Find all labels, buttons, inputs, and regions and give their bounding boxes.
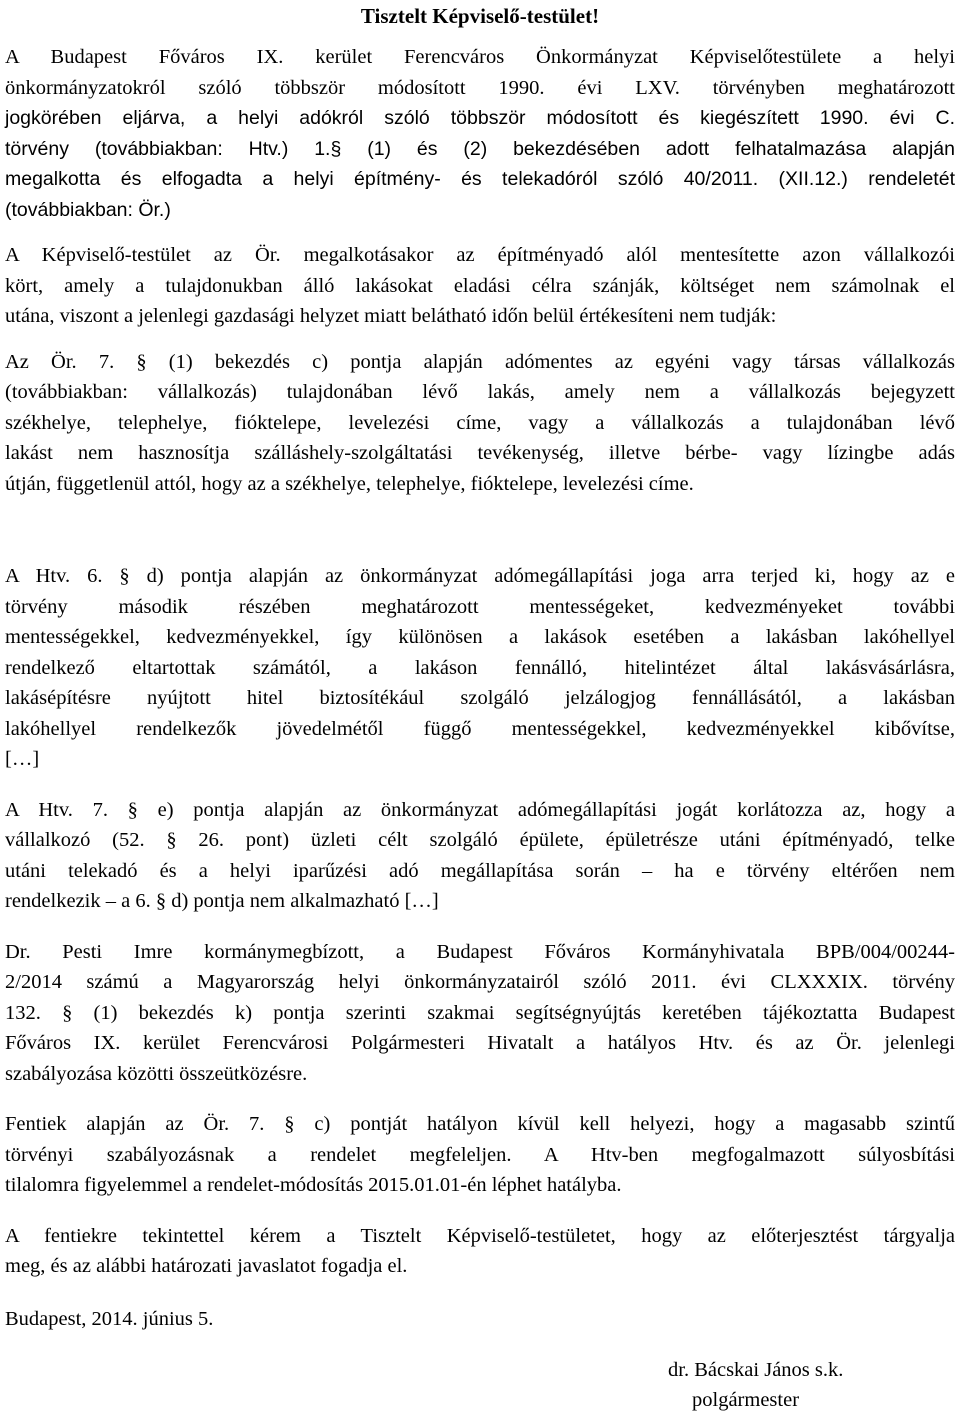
text-line: A Képviselő-testület az Ör. megalkotásakor az építményadó alól mentesítette azon vállalkozói: [5, 244, 955, 266]
signature-block: [668, 1355, 928, 1415]
text-line: (továbbiakban: vállalkozás) tulajdonában lévő lakás, amely nem a vállalkozás bejegyzett: [5, 381, 955, 403]
document-date: Budapest, 2014. június 5.: [5, 1307, 214, 1330]
text-line: A Budapest Főváros IX. kerület Ferencváros Önkormányzat Képviselőtestülete a helyi: [5, 46, 955, 68]
text-line: A Htv. 7. § e) pontja alapján az önkormányzat adómegállapítási jogát korlátozza az, hogy a: [5, 798, 955, 821]
paragraph-htv-7: [5, 795, 955, 917]
paragraph-htv-6: [5, 561, 955, 775]
text-line: önkormányzatokról szóló többször módosított 1990. évi LXV. törvényben meghatározott: [5, 76, 955, 99]
text-line: Dr. Pesti Imre kormánymegbízott, a Budapest Főváros Kormányhivatala BPB/004/00244-: [5, 940, 955, 963]
paragraph-or-7: [5, 347, 955, 500]
text-line: meg, és az alábbi határozati javaslatot fogadja el.: [5, 1255, 408, 1277]
document-title: Tisztelt Képviselő-testület!: [360, 4, 600, 28]
text-line: Az Ör. 7. § (1) bekezdés c) pontja alapján adómentes az egyéni vagy társas vállalkozás: [5, 350, 955, 373]
text-line: lakásépítésre nyújtott hitel biztosítékául szolgáló jelzálogjog fennállásától, a lakásban: [5, 687, 955, 709]
text-line: A Htv. 6. § d) pontja alapján az önkormányzat adómegállapítási joga arra terjed ki, hogy az e: [5, 565, 955, 587]
text-line: lakóhellyel rendelkezők jövedelmétől függő mentességekkel, kedvezményekkel kibővítse,: [5, 717, 955, 740]
text-line: utáni telekadó és a helyi iparűzési adó megállapítása során – ha e törvény eltérően nem: [5, 859, 955, 882]
paragraph-kormanymegbizott: [5, 937, 955, 1090]
text-line: lakást nem hasznosítja szálláshely-szolgáltatási tevékenység, illetve bérbe- vagy lízingbe adás: [5, 442, 955, 464]
text-line: kört, amely a tulajdonukban álló lakásokat eladási célra szánják, költséget nem számolnak el: [5, 274, 955, 297]
text-line: megalkotta és elfogadta a helyi építmény- és telekadóról szóló 40/2011. (XII.12.) rendeletét: [5, 168, 955, 190]
text-line: Fentiek alapján az Ör. 7. § c) pontját hatályon kívül kell helyezi, hogy a magasabb szintű: [5, 1113, 955, 1135]
text-line: szabályozása közötti összeütközésre.: [5, 1062, 308, 1085]
text-line: tilalomra figyelemmel a rendelet-módosítás 2015.01.01-én léphet hatályba.: [5, 1174, 622, 1196]
text-line: törvény második részében meghatározott mentességeket, kedvezményeket további: [5, 595, 955, 618]
text-line: (továbbiakban: Ör.): [5, 198, 171, 221]
paragraph-intro: [5, 42, 955, 225]
text-line: törvényi szabályozásnak a rendelet megfeleljen. A Htv-ben megfogalmazott súlyosbítási: [5, 1143, 955, 1166]
paragraph-exemption: [5, 240, 955, 332]
signatory-name: dr. Bácskai János s.k.: [668, 1359, 844, 1381]
text-line: rendelkező eltartottak számától, a lakáson fennálló, hitelintézet által lakásvásárlásra,: [5, 656, 955, 679]
signatory-role: polgármester: [692, 1389, 800, 1411]
text-line: vállalkozó (52. § 26. pont) üzleti célt szolgáló épülete, épületrésze utáni építményadó, telke: [5, 829, 955, 851]
text-line: 2/2014 számú a Magyarország helyi önkormányzatairól szóló 2011. évi CLXXXIX. törvény: [5, 971, 955, 993]
text-line: székhelye, telephelye, fióktelepe, levelezési címe, vagy a vállalkozás a tulajdonában lévő: [5, 411, 955, 434]
text-line: mentességekkel, kedvezményekkel, így különösen a lakások esetében a lakásban lakóhellyel: [5, 626, 955, 648]
paragraph-request: [5, 1221, 955, 1282]
text-line: jogkörében eljárva, a helyi adókról szóló többször módosított és kiegészített 1990. évi C.: [5, 107, 955, 129]
text-line: útján, függetlenül attól, hogy az a székhelye, telephelye, fióktelepe, levelezési címe.: [5, 472, 694, 495]
text-line: A fentiekre tekintettel kérem a Tisztelt Képviselő-testületet, hogy az előterjesztést tárgyalja: [5, 1224, 955, 1247]
text-line: rendelkezik – a 6. § d) pontja nem alkalmazható […]: [5, 890, 439, 912]
text-line: Főváros IX. kerület Ferencvárosi Polgármesteri Hivatalt a hatályos Htv. és az Ör. jelenlegi: [5, 1032, 955, 1054]
text-line: utána, viszont a jelenlegi gazdasági helyzet miatt belátható időn belül értékesíteni nem tudják:: [5, 305, 777, 327]
paragraph-conclusion: [5, 1109, 955, 1201]
document-page: [5, 0, 955, 1334]
text-line: 132. § (1) bekezdés k) pontja szerinti szakmai segítségnyújtás keretében tájékoztatta Budapest: [5, 1001, 955, 1024]
text-line: törvény (továbbiakban: Htv.) 1.§ (1) és (2) bekezdésében adott felhatalmazása alapján: [5, 137, 955, 160]
text-line: […]: [5, 748, 40, 770]
